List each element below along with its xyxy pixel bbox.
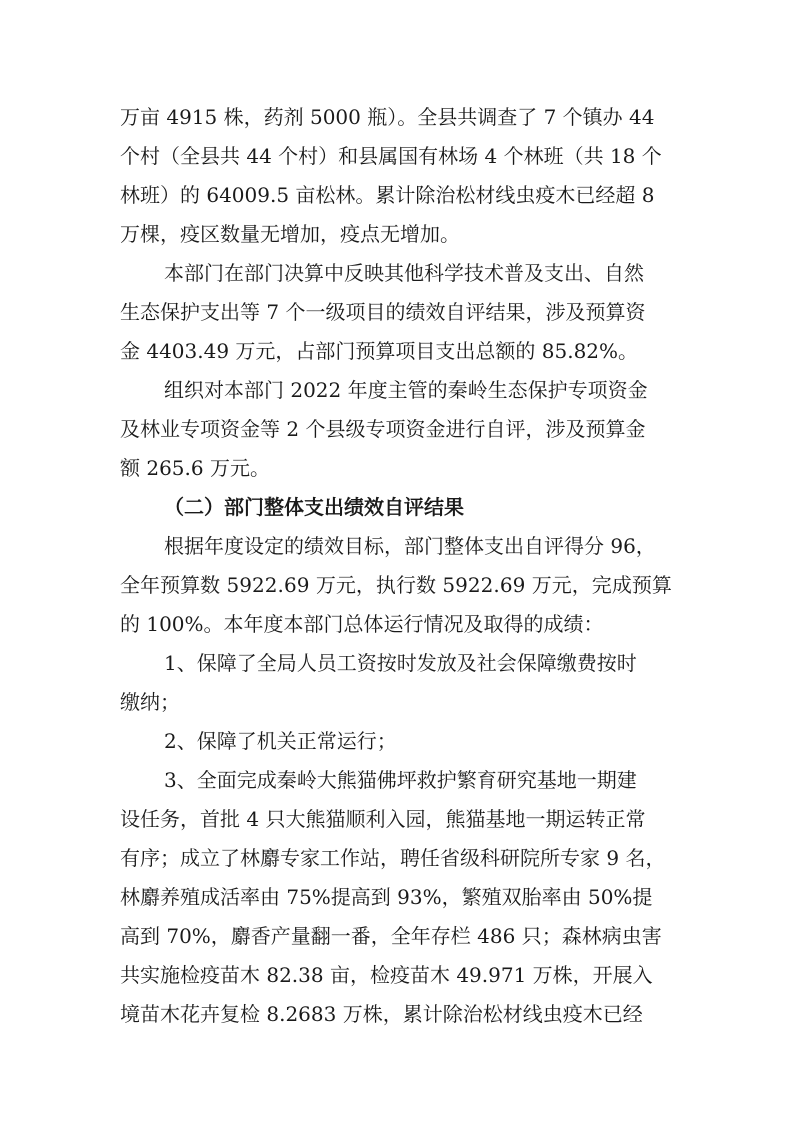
- text-line-content: 万棵，疫区数量无增加，疫点无增加。: [120, 222, 460, 246]
- text-line-content: 缴纳；: [120, 690, 180, 714]
- text-line-content: 有序；成立了林麝专家工作站，聘任省级科研院所专家 9 名，: [120, 846, 666, 870]
- text-line: [0, 646, 792, 680]
- text-line: [0, 841, 792, 875]
- text-line-content: 3、全面完成秦岭大熊猫佛坪救护繁育研究基地一期建: [164, 768, 637, 792]
- text-line: [0, 958, 792, 992]
- text-line-content: 额 265.6 万元。: [120, 456, 270, 480]
- text-line-content: 林麝养殖成活率由 75%提高到 93%，繁殖双胎率由 50%提: [120, 885, 653, 909]
- text-line-content: 1、保障了全局人员工资按时发放及社会保障缴费按时: [164, 651, 637, 675]
- text-line: [0, 724, 792, 758]
- text-line: [0, 802, 792, 836]
- text-line: [0, 607, 792, 641]
- section-heading-text: （二）部门整体支出绩效自评结果: [164, 495, 464, 519]
- text-line-content: 共实施检疫苗木 82.38 亩，检疫苗木 49.971 万株，开展入: [120, 963, 653, 987]
- text-line-content: 的 100%。本年度本部门总体运行情况及取得的成绩：: [120, 612, 604, 636]
- text-line-content: 根据年度设定的绩效目标，部门整体支出自评得分 96，: [164, 534, 656, 558]
- text-line: [0, 178, 792, 212]
- text-line-content: 全年预算数 5922.69 万元，执行数 5922.69 万元，完成预算: [120, 573, 672, 597]
- text-line: [0, 568, 792, 602]
- text-line: [0, 256, 792, 290]
- text-line: [0, 139, 792, 173]
- text-line: [0, 217, 792, 251]
- section-heading: [0, 490, 792, 524]
- text-line: [0, 373, 792, 407]
- text-line: [0, 997, 792, 1031]
- text-line: [0, 100, 792, 134]
- text-line-content: 境苗木花卉复检 8.2683 万株，累计除治松材线虫疫木已经: [120, 1002, 643, 1026]
- text-line-content: 2、保障了机关正常运行；: [164, 729, 397, 753]
- text-line: [0, 529, 792, 563]
- text-line: [0, 295, 792, 329]
- text-line: [0, 763, 792, 797]
- text-line-content: 本部门在部门决算中反映其他科学技术普及支出、自然: [164, 261, 644, 285]
- text-line-content: 设任务，首批 4 只大熊猫顺利入园，熊猫基地一期运转正常: [120, 807, 646, 831]
- text-line: [0, 334, 792, 368]
- text-line-content: 及林业专项资金等 2 个县级专项资金进行自评，涉及预算金: [120, 417, 646, 441]
- text-line-content: 金 4403.49 万元，占部门预算项目支出总额的 85.82%。: [120, 339, 639, 363]
- text-line: [0, 685, 792, 719]
- text-line: [0, 412, 792, 446]
- text-line-content: 高到 70%，麝香产量翻一番，全年存栏 486 只；森林病虫害: [120, 924, 662, 948]
- text-line: [0, 451, 792, 485]
- text-line-content: 万亩 4915 株，药剂 5000 瓶）。全县共调查了 7 个镇办 44: [120, 105, 655, 129]
- text-line-content: 生态保护支出等 7 个一级项目的绩效自评结果，涉及预算资: [120, 300, 646, 324]
- text-line: [0, 880, 792, 914]
- text-line: [0, 919, 792, 953]
- text-line-content: 林班）的 64009.5 亩松林。累计除治松材线虫疫木已经超 8: [120, 183, 655, 207]
- text-line-content: 个村（全县共 44 个村）和县属国有林场 4 个林班（共 18 个: [120, 144, 662, 168]
- text-line-content: 组织对本部门 2022 年度主管的秦岭生态保护专项资金: [164, 378, 648, 402]
